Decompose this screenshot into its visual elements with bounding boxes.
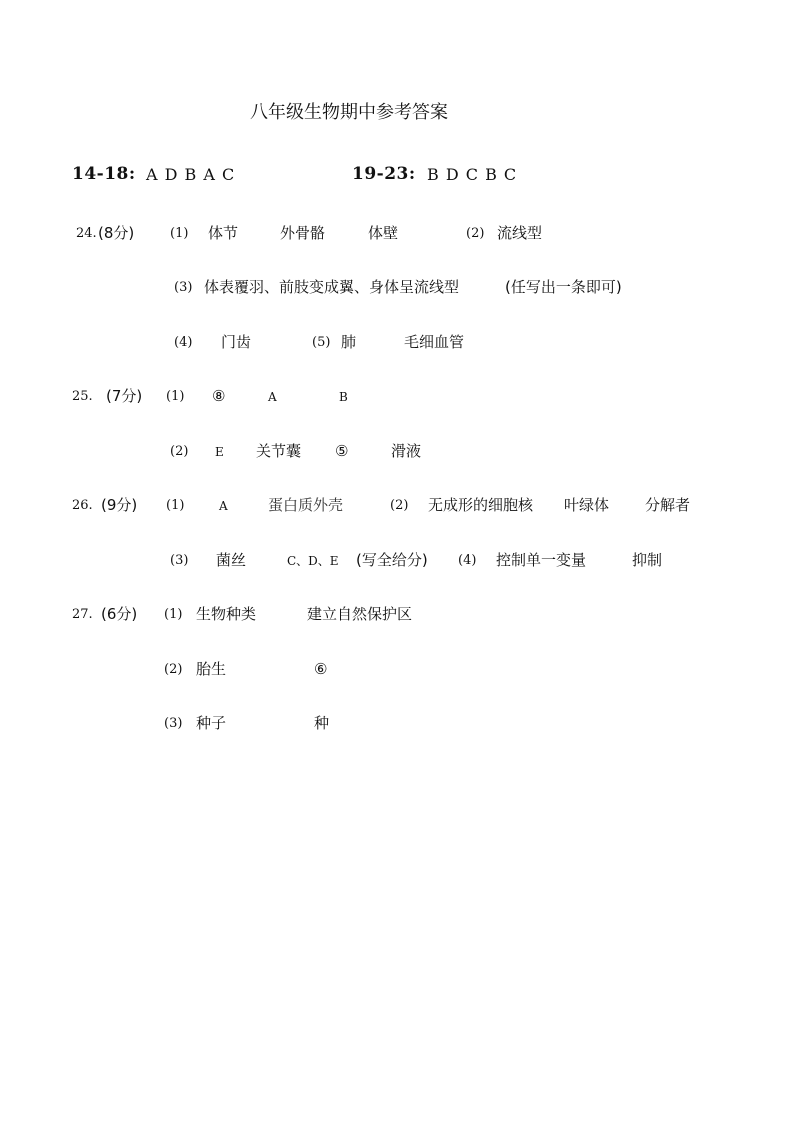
q27-part3: (3)	[164, 716, 183, 731]
q24-part5: (5)	[312, 335, 331, 350]
q25-answer-2: A	[268, 390, 277, 404]
q24-answer-9: 毛细血管	[404, 333, 465, 351]
q26-answer-3: 无成形的细胞核	[428, 496, 534, 514]
q26-answer-9: 控制单一变量	[496, 551, 587, 569]
q26-answer-1: A	[219, 499, 228, 513]
q26-answer-8: (写全给分)	[356, 551, 428, 569]
q24-part4: (4)	[174, 335, 193, 350]
q24-part3: (3)	[174, 280, 193, 295]
q27-answer-3: 胎生	[196, 660, 227, 678]
q26-answer-2: 蛋白质外壳	[268, 496, 344, 514]
q24-score: (8分)	[98, 224, 135, 242]
q24-answer-2: 外骨骼	[280, 224, 326, 242]
q24-answer-6: (任写出一条即可)	[505, 278, 622, 296]
q27-answer-6: 种	[314, 714, 330, 732]
q26-answer-5: 分解者	[645, 496, 691, 514]
q26-label: 26.	[72, 498, 93, 513]
q26-answer-4: 叶绿体	[564, 496, 610, 514]
mc-answers-1: A D B A C	[146, 165, 235, 184]
q27-part1: (1)	[164, 607, 183, 622]
q25-answer-5: 关节囊	[256, 442, 302, 460]
q24-label: 24.	[76, 226, 97, 241]
q26-answer-6: 菌丝	[216, 551, 247, 569]
q24-answer-5: 体表覆羽、前肢变成翼、身体呈流线型	[204, 278, 460, 296]
q26-part3: (3)	[170, 553, 189, 568]
q24-part1: (1)	[170, 226, 189, 241]
q25-part2: (2)	[170, 444, 189, 459]
q24-answer-3: 体壁	[368, 224, 399, 242]
q27-answer-1: 生物种类	[196, 605, 257, 623]
q24-answer-7: 门齿	[221, 333, 252, 351]
q26-part1: (1)	[166, 498, 185, 513]
q25-answer-3: B	[339, 390, 348, 404]
mc-range-2: 19-23:	[352, 164, 416, 184]
q27-answer-2: 建立自然保护区	[307, 605, 413, 623]
q24-answer-1: 体节	[208, 224, 239, 242]
q26-answer-10: 抑制	[632, 551, 663, 569]
q26-score: (9分)	[101, 496, 138, 514]
q27-score: (6分)	[101, 605, 138, 623]
q25-part1: (1)	[166, 389, 185, 404]
q25-answer-4: E	[215, 445, 224, 459]
q27-part2: (2)	[164, 662, 183, 677]
q24-answer-8: 肺	[341, 333, 357, 351]
mc-answers-2: B D C B C	[427, 165, 517, 184]
q26-part2: (2)	[390, 498, 409, 513]
q25-label: 25.	[72, 389, 93, 404]
q25-score: (7分)	[106, 387, 143, 405]
q25-answer-1: ⑧	[212, 387, 226, 405]
q27-answer-4: ⑥	[314, 660, 328, 678]
q24-part2: (2)	[466, 226, 485, 241]
q27-answer-5: 种子	[196, 714, 227, 732]
q25-answer-6: ⑤	[335, 442, 349, 460]
q26-part4: (4)	[458, 553, 477, 568]
mc-range-1: 14-18:	[72, 164, 136, 184]
q24-answer-4: 流线型	[497, 224, 543, 242]
page-title: 八年级生物期中参考答案	[250, 102, 448, 123]
q27-label: 27.	[72, 607, 93, 622]
q25-answer-7: 滑液	[391, 442, 422, 460]
q26-answer-7: C、D、E	[287, 554, 339, 568]
